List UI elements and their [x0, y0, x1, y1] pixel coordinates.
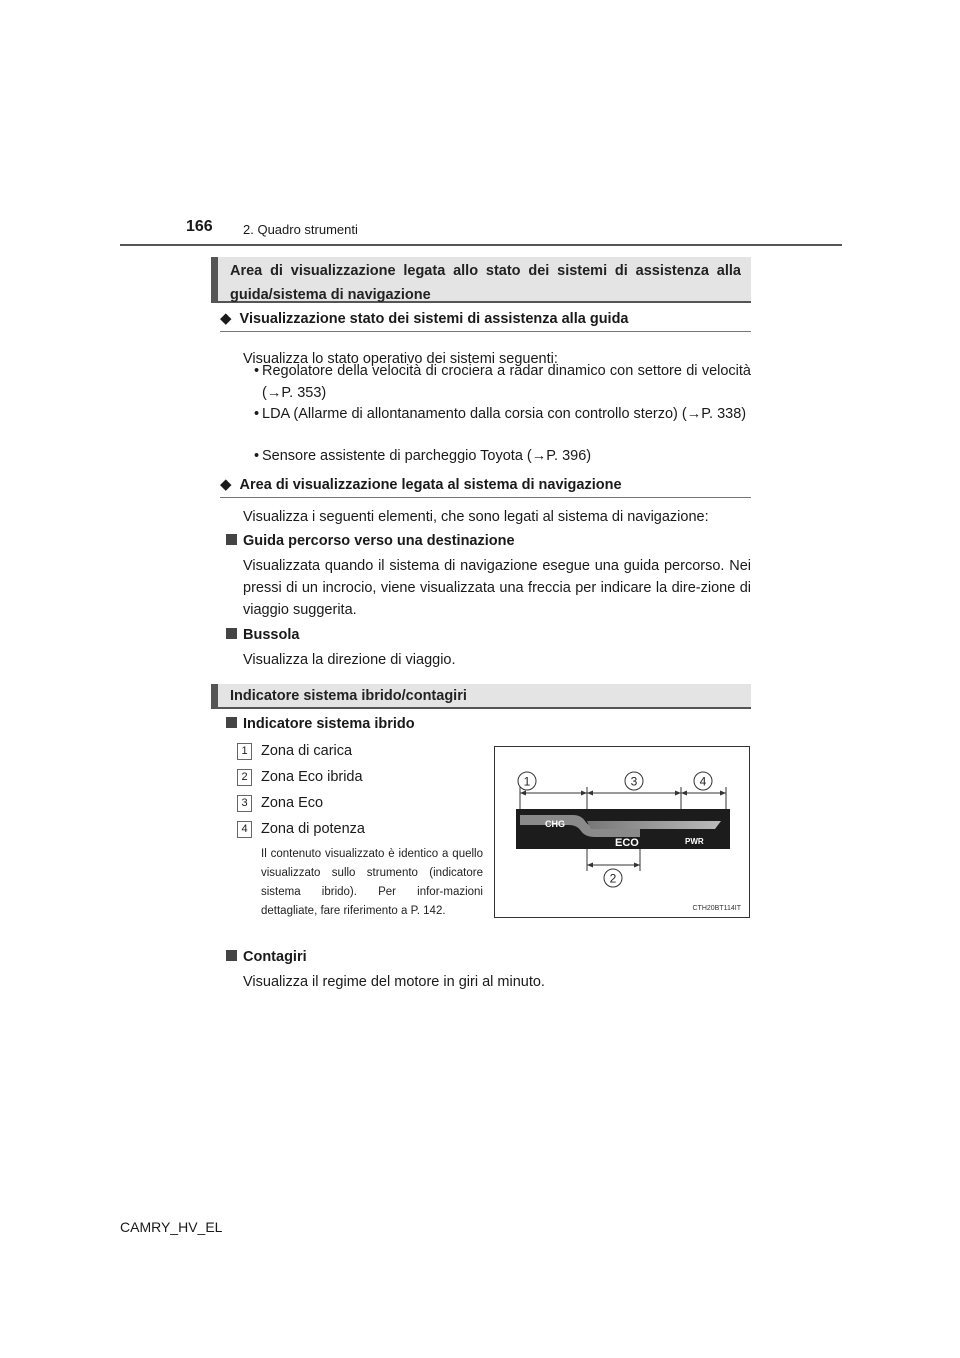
- square-bullet-icon: [226, 717, 237, 728]
- item-heading-text: Contagiri: [243, 949, 307, 965]
- pwr-label: PWR: [685, 837, 704, 846]
- zone-label: Zona di carica: [261, 743, 353, 759]
- item-heading-hybrid-indicator: [226, 715, 415, 733]
- subheading-nav-area: [220, 476, 751, 498]
- item-text: Visualizza la direzione di viaggio.: [243, 652, 456, 668]
- square-bullet-icon: [226, 534, 237, 545]
- chg-label: CHG: [545, 819, 565, 829]
- zone-item: [237, 794, 323, 812]
- hybrid-indicator-figure: [494, 746, 750, 918]
- section-heading-hybrid-tach: Indicatore sistema ibrido/contagiri: [211, 684, 751, 709]
- hybrid-indicator-diagram: [495, 747, 749, 917]
- page-number: 166: [186, 218, 213, 235]
- eco-power-band: [587, 821, 721, 829]
- header-rule: [120, 244, 842, 246]
- diamond-icon: ◆: [220, 476, 232, 493]
- chapter-title: 2. Quadro strumenti: [243, 222, 358, 237]
- subheading-assist-status: [220, 310, 751, 332]
- item-heading-text: Bussola: [243, 627, 300, 643]
- callout-number: 2: [237, 769, 252, 786]
- callout-4: [694, 772, 712, 790]
- footer-model: CAMRY_HV_EL: [120, 1219, 223, 1235]
- zone-item: [237, 768, 363, 786]
- callout-2-number: 2: [609, 871, 617, 886]
- bullet-dot: •: [254, 363, 260, 379]
- zone-label: Zona Eco: [261, 795, 324, 811]
- bullet-text: Sensore assistente di parcheggio Toyota (→P. 396): [262, 448, 592, 464]
- bullet-item: [254, 360, 751, 404]
- bullet-item: [254, 403, 751, 425]
- zone-item: [237, 742, 352, 760]
- bullet-text: LDA (Allarme di allontanamento dalla corsia con controllo sterzo) (→P. 338): [262, 406, 747, 422]
- callout-number: 3: [237, 795, 252, 812]
- section-heading-line1: Area di visualizzazione legata allo stato dei sistemi di assistenza alla: [230, 263, 741, 279]
- zone-label: Zona Eco ibrida: [261, 769, 363, 785]
- eco-label: ECO: [615, 837, 639, 849]
- bullet-item: [254, 445, 751, 467]
- item-text: Visualizzata quando il sistema di navigazione esegue una guida percorso. Nei pressi di un incrocio, viene visualizzata una freccia per indicare la dire-zione di viaggio suggerita.: [243, 558, 751, 618]
- square-bullet-icon: [226, 950, 237, 961]
- note-text: Il contenuto visualizzato è identico a quello visualizzato sullo strumento (indicatore sistema ibrido). Per infor-mazioni dettagliate, fare riferimento a P. 142.: [261, 848, 483, 917]
- callout-3: [625, 772, 643, 790]
- callout-4-number: 4: [699, 774, 707, 789]
- square-bullet-icon: [226, 628, 237, 639]
- item-heading-tachometer: [226, 948, 307, 966]
- item-heading-compass: [226, 626, 299, 644]
- zone-label: Zona di potenza: [261, 821, 365, 837]
- bullet-dot: •: [254, 448, 260, 464]
- subheading-text: Visualizzazione stato dei sistemi di assistenza alla guida: [239, 311, 629, 327]
- bullet-text: Regolatore della velocità di crociera a radar dinamico con settore di velocità (→P. 353): [262, 363, 751, 401]
- zone-item: [237, 820, 365, 838]
- bullet-dot: •: [254, 406, 260, 422]
- figure-code: CTH20BT114IT: [692, 905, 741, 912]
- item-heading-route-guidance: [226, 532, 515, 550]
- intro-text: Visualizza lo stato operativo dei sistemi seguenti:: [243, 351, 558, 367]
- item-text: Visualizza il regime del motore in giri al minuto.: [243, 974, 545, 990]
- section-heading-line2: guida/sistema di navigazione: [230, 287, 431, 303]
- item-heading-text: Guida percorso verso una destinazione: [243, 533, 515, 549]
- callout-number: 1: [237, 743, 252, 760]
- diamond-icon: ◆: [220, 310, 232, 327]
- subheading-text: Area di visualizzazione legata al sistema di navigazione: [239, 477, 622, 493]
- callout-1: [518, 772, 536, 790]
- intro-text: Visualizza i seguenti elementi, che sono legati al sistema di navigazione:: [243, 509, 709, 525]
- section-heading-assist-nav: [211, 257, 751, 303]
- item-heading-text: Indicatore sistema ibrido: [243, 716, 415, 732]
- callout-1-number: 1: [523, 774, 531, 789]
- callout-3-number: 3: [630, 774, 638, 789]
- callout-number: 4: [237, 821, 252, 838]
- callout-2: [604, 869, 622, 887]
